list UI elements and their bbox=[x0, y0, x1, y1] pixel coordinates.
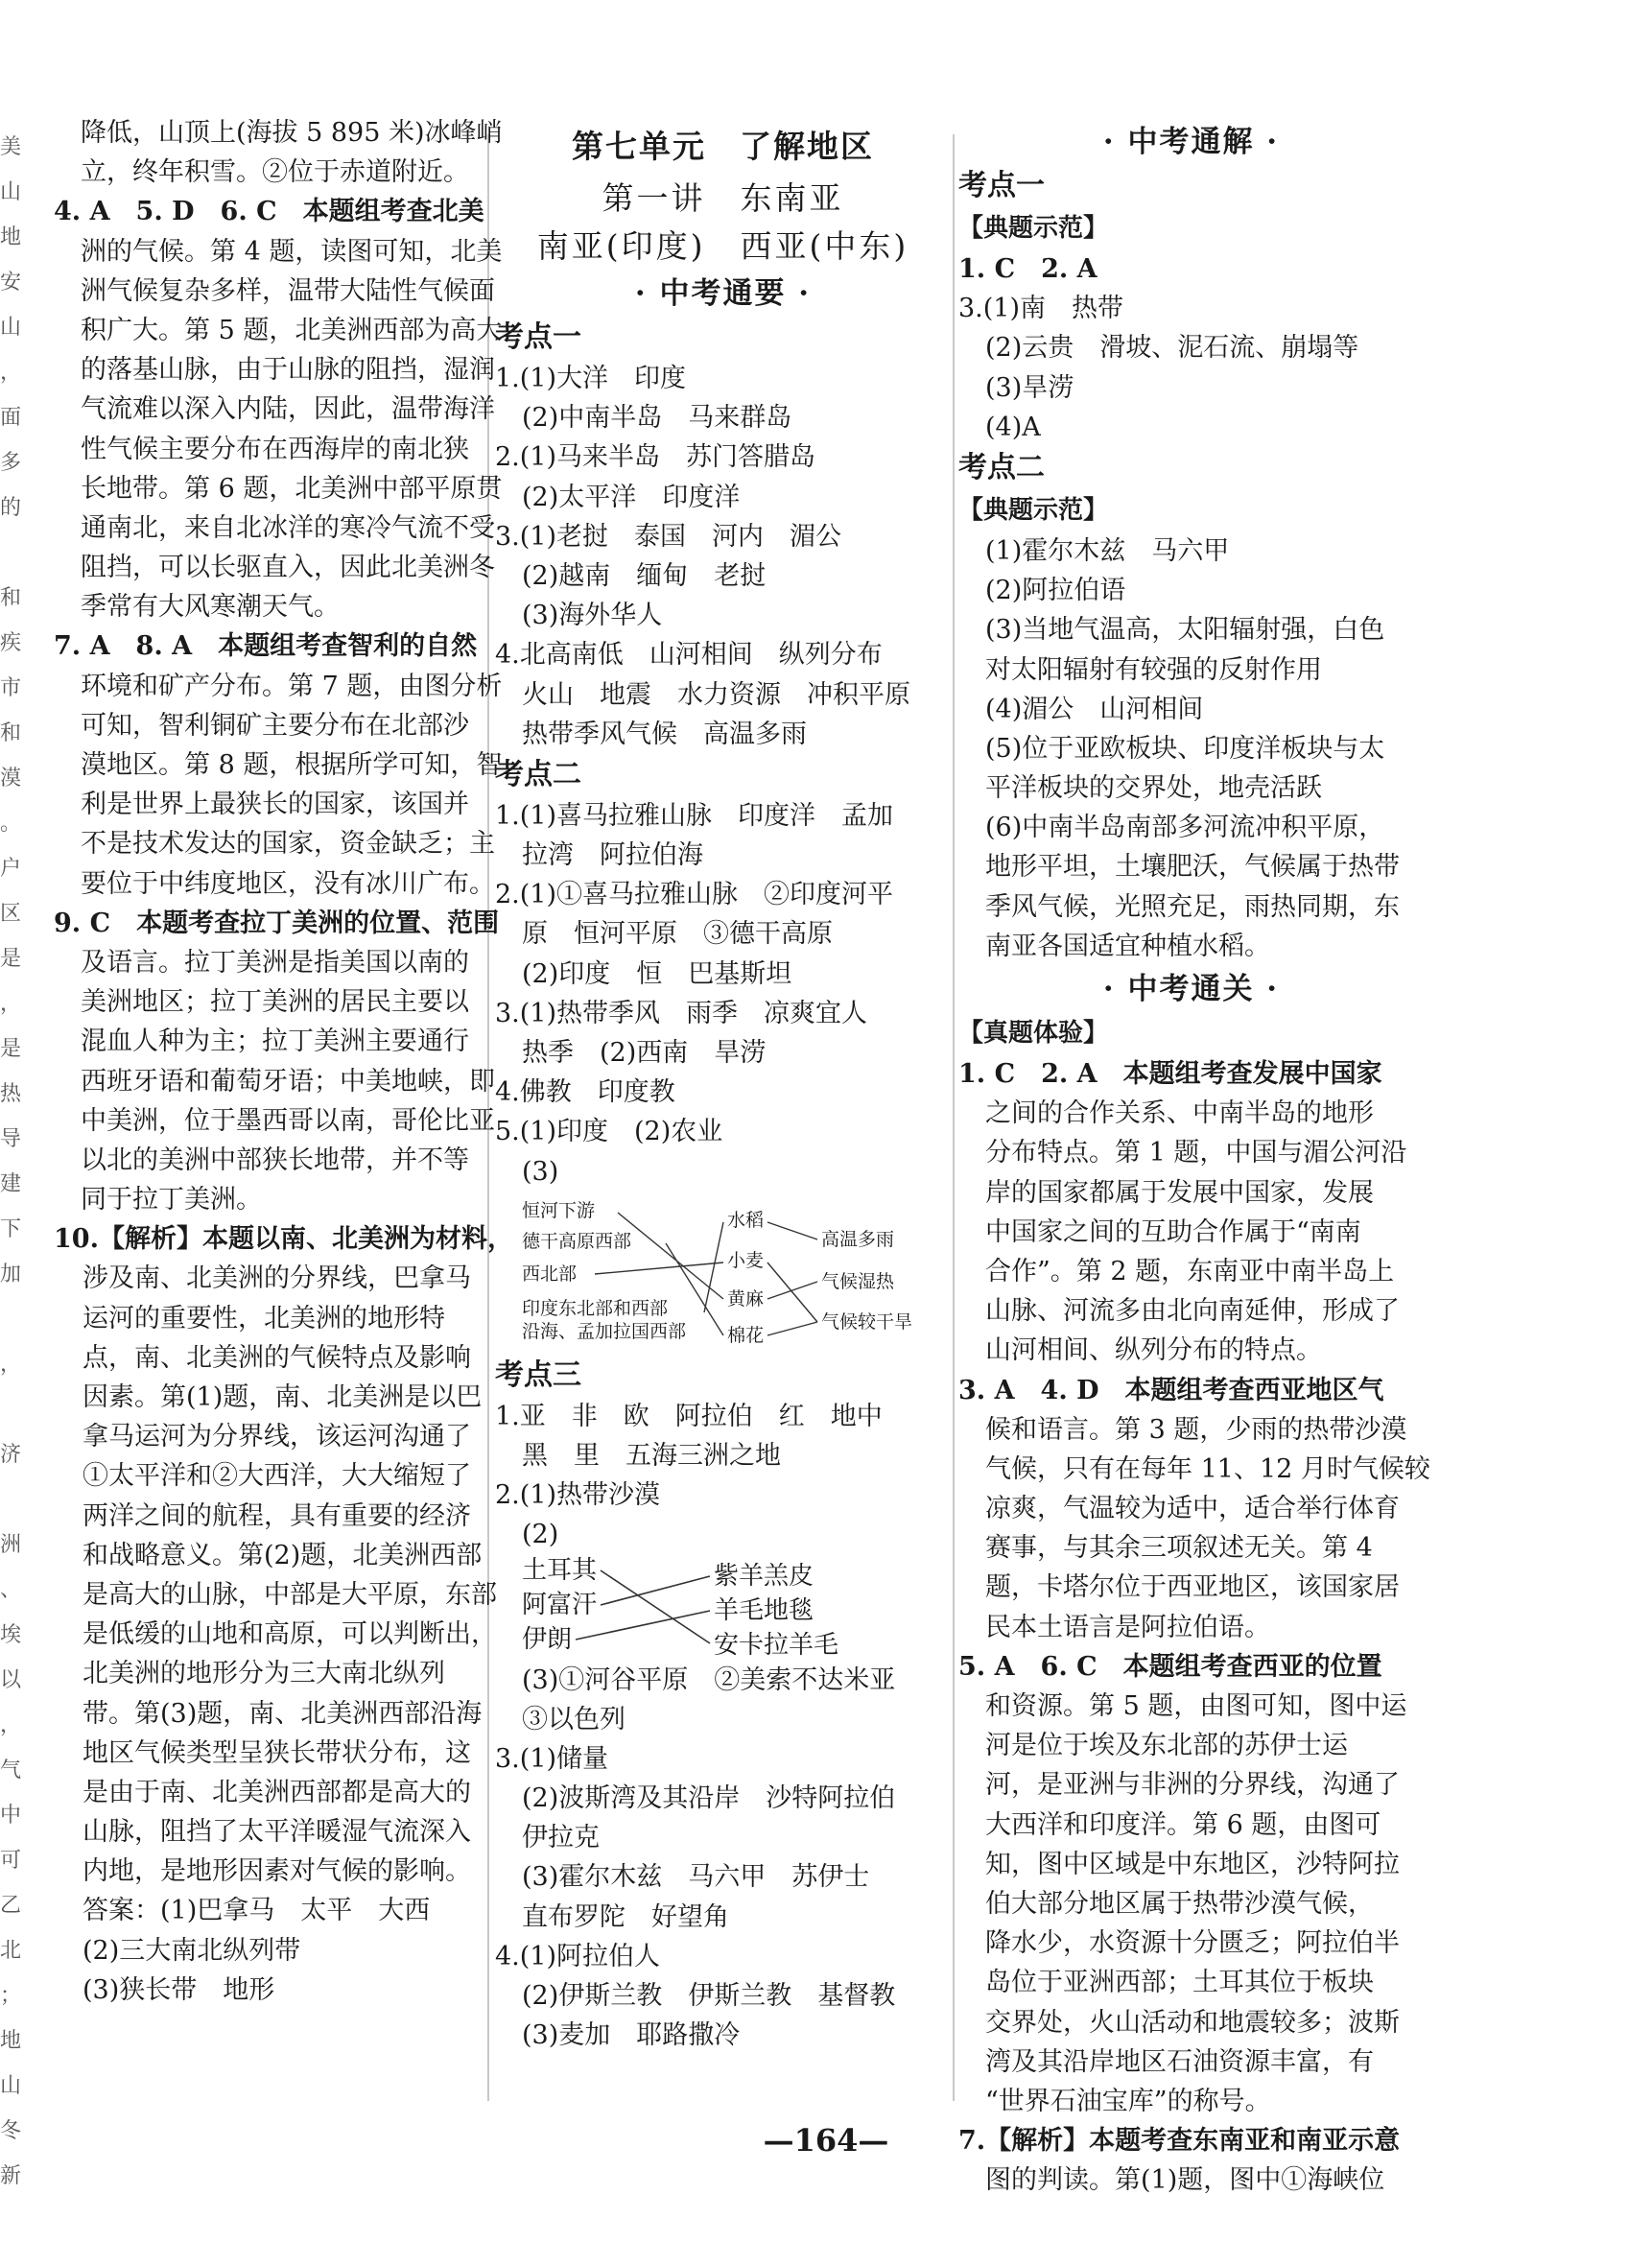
text-line: 2.(1)马来半岛 苏门答腊岛 bbox=[495, 442, 816, 473]
text-line: 美洲地区；拉丁美洲的居民主要以 bbox=[81, 987, 469, 1018]
text-line: 5.(1)印度 (2)农业 bbox=[495, 1117, 723, 1147]
text-line: (3)旱涝 bbox=[985, 372, 1074, 403]
column-divider bbox=[953, 134, 955, 2101]
text-line: 气流难以深入内陆，因此，温带海洋 bbox=[81, 394, 495, 425]
edge-glyph: ， bbox=[0, 1713, 22, 1737]
edge-glyph bbox=[0, 531, 15, 576]
kaodian-3-answers-cont bbox=[495, 1661, 951, 2056]
edge-glyph: ， bbox=[0, 1353, 22, 1377]
edge-glyph: 是 bbox=[0, 947, 22, 971]
text-line: 候和语言。第 3 题，少雨的热带沙漠 bbox=[985, 1414, 1407, 1445]
edge-glyph: 可 bbox=[0, 1849, 22, 1873]
diagram-right-item: 气候湿热 bbox=[821, 1270, 895, 1292]
text-line: 10.【解析】本题以南、北美洲为材料， bbox=[54, 1224, 513, 1255]
text-line: 9. C 本题考查拉丁美洲的位置、范围 bbox=[54, 908, 500, 938]
text-line: 分布特点。第 1 题，中国与湄公河沿 bbox=[985, 1138, 1407, 1168]
text-line: 1.(1)喜马拉雅山脉 印度洋 孟加 bbox=[495, 800, 894, 831]
text-line: 之间的合作关系、中南半岛的地形 bbox=[985, 1098, 1374, 1129]
text-line: 可知，智利铜矿主要分布在北部沙 bbox=[81, 710, 469, 741]
edge-glyph: 热 bbox=[0, 1082, 22, 1106]
text-line: 1. C 2. A 本题组考查发展中国家 bbox=[958, 1059, 1382, 1089]
diagram-left-item: 沿海、孟加拉国西部 bbox=[522, 1320, 687, 1342]
text-line: 火山 地震 水力资源 冲积平原 bbox=[522, 679, 910, 710]
text-line: 1.亚 非 欧 阿拉伯 红 地中 bbox=[495, 1401, 883, 1431]
page-number: —164— bbox=[763, 2122, 889, 2159]
kaodian-2-answers bbox=[495, 796, 951, 1192]
exam-tag: 【真题体验】 bbox=[958, 1019, 1109, 1048]
matching-diagram-india bbox=[522, 1192, 944, 1355]
text-line: 不是技术发达的国家，资金缺乏；主 bbox=[81, 829, 495, 860]
edge-glyph bbox=[0, 1387, 15, 1432]
text-line: 环境和矿产分布。第 7 题，由图分析 bbox=[81, 671, 503, 701]
text-line: 伊拉克 bbox=[522, 1823, 600, 1853]
kaodian-1-answers bbox=[495, 359, 951, 754]
text-line: 是低缓的山地和高原，可以判断出， bbox=[83, 1619, 497, 1650]
text-line: 伯大部分地区属于热带沙漠气候， bbox=[985, 1888, 1374, 1919]
text-line: 岛位于亚洲西部；土耳其位于板块 bbox=[985, 1968, 1374, 1998]
text-line: 湾及其沿岸地区石油资源丰富，有 bbox=[985, 2046, 1374, 2077]
text-line: (2)越南 缅甸 老挝 bbox=[522, 560, 767, 591]
text-line: 漠地区。第 8 题，根据所学可知，智 bbox=[81, 750, 503, 780]
text-line: 2.(1)热带沙漠 bbox=[495, 1480, 661, 1511]
text-line: 积广大。第 5 题，北美洲西部为高大 bbox=[81, 315, 503, 345]
text-line: 通南北，来自北冰洋的寒冷气流不受 bbox=[81, 512, 495, 543]
column-2 bbox=[495, 119, 951, 2055]
text-line: 内地，是地形因素对气候的影响。 bbox=[83, 1856, 471, 1887]
text-line: 季常有大风寒潮天气。 bbox=[81, 592, 340, 623]
text-line: 大西洋和印度洋。第 6 题，由图可 bbox=[985, 1809, 1381, 1840]
edge-glyph: 和 bbox=[0, 721, 22, 745]
text-line: 黑 里 五海三洲之地 bbox=[522, 1440, 781, 1471]
diagram-right-item: 安卡拉羊毛 bbox=[714, 1630, 839, 1660]
text-line: ③以色列 bbox=[522, 1704, 625, 1735]
text-line: (3)海外华人 bbox=[522, 601, 663, 631]
example-tag: 【典题示范】 bbox=[958, 214, 1109, 243]
text-line: 涉及南、北美洲的分界线，巴拿马 bbox=[83, 1263, 471, 1294]
diagram-left-item: 德干高原西部 bbox=[522, 1230, 632, 1252]
text-line: 以北的美洲中部狭长地带，并不等 bbox=[81, 1145, 469, 1175]
text-line: 气候，只有在每年 11、12 月时气候较 bbox=[985, 1453, 1430, 1484]
diagram-left-item: 印度东北部和西部 bbox=[522, 1297, 669, 1319]
text-line: 和战略意义。第(2)题，北美洲西部 bbox=[83, 1540, 483, 1570]
edge-glyph: 漠 bbox=[0, 767, 22, 791]
diagram-right-item: 羊毛地毯 bbox=[714, 1595, 814, 1625]
edge-glyph: 面 bbox=[0, 406, 22, 430]
text-line: 合作”。第 2 题，东南亚中南半岛上 bbox=[985, 1256, 1395, 1286]
edge-glyph: 地 bbox=[0, 225, 22, 249]
text-line: 对太阳辐射有较强的反射作用 bbox=[985, 654, 1322, 685]
text-line: 降水少，水资源十分匮乏；阿拉伯半 bbox=[985, 1928, 1400, 1959]
text-line: 及语言。拉丁美洲是指美国以南的 bbox=[81, 947, 469, 978]
text-line: 3. A 4. D 本题组考查西亚地区气 bbox=[958, 1375, 1384, 1405]
edge-glyph: 疾 bbox=[0, 631, 22, 655]
kaodian-heading: 考点二 bbox=[958, 450, 1045, 484]
text-line: (4)A bbox=[985, 412, 1041, 442]
text-line: 1.(1)大洋 印度 bbox=[495, 364, 687, 393]
text-line: 3.(1)储量 bbox=[495, 1743, 609, 1774]
edge-glyph bbox=[0, 1477, 15, 1522]
column-1 bbox=[54, 113, 513, 2010]
text-line: 是由于南、北美洲西部都是高大的 bbox=[83, 1777, 471, 1807]
text-line: 答案：(1)巴拿马 太平 大西 bbox=[83, 1896, 431, 1926]
text-line: (2)中南半岛 马来群岛 bbox=[522, 403, 792, 434]
text-line: 降低，山顶上(海拔 5 895 米)冰峰峭 bbox=[81, 118, 503, 148]
text-line: 混血人种为主；拉丁美洲主要通行 bbox=[81, 1027, 469, 1057]
text-line: 4.佛教 印度教 bbox=[495, 1077, 675, 1108]
example-tag: 【典题示范】 bbox=[958, 495, 1109, 525]
diagram-right-item: 紫羊羔皮 bbox=[714, 1561, 814, 1591]
text-line: (3)①河谷平原 ②美索不达米亚 bbox=[522, 1664, 896, 1695]
edge-glyph: 多 bbox=[0, 451, 22, 475]
text-line: 和资源。第 5 题，由图可知，图中运 bbox=[985, 1691, 1407, 1721]
edge-glyph: 下 bbox=[0, 1217, 22, 1241]
text-line: 1. C 2. A bbox=[958, 254, 1097, 284]
diagram-left-item: 恒河下游 bbox=[522, 1199, 596, 1221]
text-line: 原 恒河平原 ③德干高原 bbox=[522, 919, 833, 950]
text-line: 季风气候，光照充足，雨热同期，东 bbox=[985, 891, 1400, 922]
exam-solutions bbox=[958, 1054, 1430, 2200]
text-line: (3) bbox=[522, 1156, 559, 1187]
edge-glyph: 地 bbox=[0, 2029, 22, 2053]
kaodian-heading: 考点一 bbox=[495, 320, 581, 354]
edge-glyph: 山 bbox=[0, 180, 22, 204]
edge-glyph: ， bbox=[0, 361, 22, 385]
text-line: 性气候主要分布在西海岸的南北狭 bbox=[81, 434, 469, 464]
text-line: 西班牙语和葡萄牙语；中美地峡，即 bbox=[81, 1066, 495, 1097]
text-line: 2.(1)①喜马拉雅山脉 ②印度河平 bbox=[495, 880, 894, 910]
text-line: 山脉、河流多由北向南延伸，形成了 bbox=[985, 1296, 1400, 1327]
text-line: 山河相间、纵列分布的特点。 bbox=[985, 1335, 1322, 1366]
text-line: 4. A 5. D 6. C 本题组考查北美 bbox=[54, 197, 484, 227]
text-line: (4)湄公 山河相间 bbox=[985, 694, 1204, 724]
edge-glyph: ； bbox=[0, 1984, 22, 2008]
text-line: (2)太平洋 印度洋 bbox=[522, 482, 741, 512]
kaodian-heading: 考点一 bbox=[958, 169, 1045, 202]
diagram-right-item: 高温多雨 bbox=[821, 1228, 895, 1250]
edge-glyph: 埃 bbox=[0, 1623, 22, 1647]
edge-glyph: 导 bbox=[0, 1127, 22, 1151]
text-line: 热带季风气候 高温多雨 bbox=[522, 719, 807, 749]
diagram-right-item: 气候较干旱 bbox=[821, 1310, 913, 1333]
edge-glyph: 洲 bbox=[0, 1533, 22, 1557]
edge-glyph: 北 bbox=[0, 1939, 22, 1963]
text-line: 利是世界上最狭长的国家，该国并 bbox=[81, 790, 469, 820]
text-line: 点，南、北美洲的气候特点及影响 bbox=[83, 1342, 471, 1373]
text-line: (3)狭长带 地形 bbox=[83, 1974, 275, 2005]
kaodian-3-answers bbox=[495, 1397, 951, 1555]
text-line: 交界处，火山活动和地震较多；波斯 bbox=[985, 2007, 1400, 2038]
text-line: (3)霍尔木兹 马六甲 苏伊士 bbox=[522, 1862, 870, 1893]
text-line: 中美洲，位于墨西哥以南，哥伦比亚 bbox=[81, 1105, 495, 1136]
lecture-title: 南亚(印度) 西亚(中东) bbox=[536, 227, 909, 265]
text-line: 知，图中区域是中东地区，沙特阿拉 bbox=[985, 1849, 1400, 1879]
edge-glyph: 是 bbox=[0, 1037, 22, 1061]
diagram-left-item: 西北部 bbox=[522, 1263, 578, 1285]
text-line: (2)阿拉伯语 bbox=[985, 576, 1126, 606]
text-line: 民本土语言是阿拉伯语。 bbox=[985, 1612, 1270, 1642]
edge-glyph: 加 bbox=[0, 1263, 22, 1286]
text-line: 同于拉丁美洲。 bbox=[81, 1185, 262, 1215]
edge-glyph: 中 bbox=[0, 1804, 22, 1828]
edge-glyph: 乙 bbox=[0, 1894, 22, 1918]
text-line: 4.(1)阿拉伯人 bbox=[495, 1941, 661, 1971]
text-line: 山脉，阻挡了太平洋暖湿气流深入 bbox=[83, 1817, 471, 1848]
diagram-left-item: 阿富汗 bbox=[522, 1590, 598, 1619]
text-line: 因素。第(1)题，南、北美洲是以巴 bbox=[83, 1382, 483, 1412]
text-line: 平洋板块的交界处，地壳活跃 bbox=[985, 773, 1322, 804]
text-line: (5)位于亚欧板块、印度洋板块与太 bbox=[985, 733, 1385, 764]
text-line: 河是位于埃及东北部的苏伊士运 bbox=[985, 1731, 1348, 1761]
text-line: 地区气候类型呈狭长带状分布，这 bbox=[83, 1737, 471, 1768]
text-line: 题，卡塔尔位于西亚地区，该国家居 bbox=[985, 1572, 1400, 1603]
text-line: ①太平洋和②大西洋，大大缩短了 bbox=[83, 1461, 471, 1492]
text-line: 阻挡，可以长驱直入，因此北美洲冬 bbox=[81, 553, 495, 583]
diagram-mid-item: 水稻 bbox=[727, 1209, 765, 1231]
text-line: 拉湾 阿拉伯海 bbox=[522, 840, 703, 871]
edge-glyph: 以 bbox=[0, 1668, 22, 1692]
section-heading: · 中考通要 · bbox=[634, 276, 812, 311]
edge-glyph: 户 bbox=[0, 857, 22, 881]
lecture-title: 第一讲 东南亚 bbox=[602, 179, 844, 217]
text-line: 热季 (2)西南 旱涝 bbox=[522, 1038, 767, 1068]
edge-glyph: 山 bbox=[0, 316, 22, 340]
text-line: 长地带。第 6 题，北美洲中部平原贯 bbox=[81, 473, 503, 504]
edge-glyph: 济 bbox=[0, 1443, 22, 1467]
edge-glyph: 新 bbox=[0, 2164, 22, 2188]
diagram-mid-item: 小麦 bbox=[727, 1249, 765, 1271]
text-line: 带。第(3)题，南、北美洲西部沿海 bbox=[83, 1698, 483, 1729]
text-line: 北美洲的地形分为三大南北纵列 bbox=[83, 1659, 445, 1689]
edge-glyph: 区 bbox=[0, 902, 22, 926]
text-line: (2)三大南北纵列带 bbox=[83, 1935, 301, 1966]
edge-glyph: 山 bbox=[0, 2074, 22, 2098]
text-line: (6)中南半岛南部多河流冲积平原， bbox=[985, 813, 1385, 843]
text-line: 3.(1)南 热带 bbox=[958, 294, 1124, 324]
text-line: 洲气候复杂多样，温带大陆性气候面 bbox=[81, 275, 495, 306]
kaodian-2-solutions bbox=[958, 531, 1424, 966]
edge-glyph: 冬 bbox=[0, 2119, 22, 2143]
edge-glyph: 气 bbox=[0, 1758, 22, 1782]
text-line: 凉爽，气温较为适中，适合举行体育 bbox=[985, 1494, 1400, 1524]
edge-glyph: 美 bbox=[0, 135, 22, 159]
text-line: 运河的重要性，北美洲的地形特 bbox=[83, 1303, 445, 1333]
text-line: 5. A 6. C 本题组考查西亚的位置 bbox=[958, 1651, 1382, 1682]
text-line: 岸的国家都属于发展中国家，发展 bbox=[985, 1177, 1374, 1208]
text-line: 南亚各国适宜种植水稻。 bbox=[985, 931, 1270, 961]
text-line: 的落基山脉，由于山脉的阻挡，湿润 bbox=[81, 355, 495, 386]
kaodian-heading: 考点三 bbox=[495, 1357, 581, 1392]
section-heading: · 中考通解 · bbox=[1102, 125, 1280, 159]
text-line: (2)云贵 滑坡、泥石流、崩塌等 bbox=[985, 333, 1359, 364]
text-line: 拿马运河为分界线，该运河沟通了 bbox=[83, 1422, 471, 1452]
text-line: 3.(1)热带季风 雨季 凉爽宜人 bbox=[495, 998, 868, 1028]
text-line: 河，是亚洲与非洲的分界线，沟通了 bbox=[985, 1770, 1400, 1801]
edge-glyph: 和 bbox=[0, 586, 22, 610]
text-line: 7. A 8. A 本题组考查智利的自然 bbox=[54, 631, 478, 662]
edge-glyph bbox=[0, 1297, 15, 1342]
edge-glyph: ， bbox=[0, 992, 22, 1016]
text-line: 要位于中纬度地区，没有冰川广布。 bbox=[81, 868, 495, 899]
text-line: (2)波斯湾及其沿岸 沙特阿拉伯 bbox=[522, 1783, 896, 1814]
column-3 bbox=[958, 119, 1430, 2200]
text-line: 3.(1)老挝 泰国 河内 湄公 bbox=[495, 521, 842, 552]
text-line: 赛事，与其余三项叙述无关。第 4 bbox=[985, 1533, 1373, 1564]
text-line: 地形平坦，土壤肥沃，气候属于热带 bbox=[985, 852, 1400, 883]
diagram-mid-item: 棉花 bbox=[727, 1324, 765, 1346]
text-line: 7.【解析】本题考查东南亚和南亚示意 bbox=[958, 2126, 1401, 2157]
text-line: “世界石油宝库”的称号。 bbox=[985, 2086, 1271, 2116]
diagram-left-item: 伊朗 bbox=[522, 1624, 573, 1654]
edge-glyph: 市 bbox=[0, 676, 22, 700]
edge-glyph: 安 bbox=[0, 271, 22, 295]
text-line: 立，终年积雪。②位于赤道附近。 bbox=[81, 157, 469, 188]
kaodian-1-solutions bbox=[958, 249, 1424, 447]
left-edge-cropped-text bbox=[0, 125, 22, 2188]
text-line: 洲的气候。第 4 题，读图可知，北美 bbox=[81, 236, 503, 267]
edge-glyph: 。 bbox=[0, 812, 22, 836]
text-line: 两洋之间的航程，具有重要的经济 bbox=[83, 1500, 471, 1531]
text-line: 图的判读。第(1)题，图中①海峡位 bbox=[985, 2165, 1385, 2196]
text-line: (2)伊斯兰教 伊斯兰教 基督教 bbox=[522, 1981, 896, 2011]
text-line: (2)印度 恒 巴基斯坦 bbox=[522, 958, 792, 989]
edge-glyph: 、 bbox=[0, 1578, 22, 1602]
text-line: (3)麦加 耶路撒冷 bbox=[522, 2020, 741, 2051]
text-line: 4.北高南低 山河相间 纵列分布 bbox=[495, 640, 883, 671]
kaodian-heading: 考点二 bbox=[495, 757, 581, 791]
text-line: (3)当地气温高，太阳辐射强，白色 bbox=[985, 615, 1385, 646]
text-line: 是高大的山脉，中部是大平原，东部 bbox=[83, 1579, 497, 1610]
text-line: (1)霍尔木兹 马六甲 bbox=[985, 535, 1230, 566]
text-line: 中国家之间的互助合作属于“南南 bbox=[985, 1216, 1361, 1247]
text-line: 直布罗陀 好望角 bbox=[522, 1901, 729, 1932]
edge-glyph: 的 bbox=[0, 496, 22, 520]
section-heading: · 中考通关 · bbox=[1102, 972, 1280, 1006]
matching-diagram-westasia bbox=[522, 1555, 886, 1661]
diagram-mid-item: 黄麻 bbox=[727, 1287, 765, 1310]
unit-title: 第七单元 了解地区 bbox=[572, 128, 874, 165]
edge-glyph: 建 bbox=[0, 1172, 22, 1196]
diagram-left-item: 土耳其 bbox=[522, 1555, 598, 1585]
text-line: (2) bbox=[522, 1520, 559, 1550]
